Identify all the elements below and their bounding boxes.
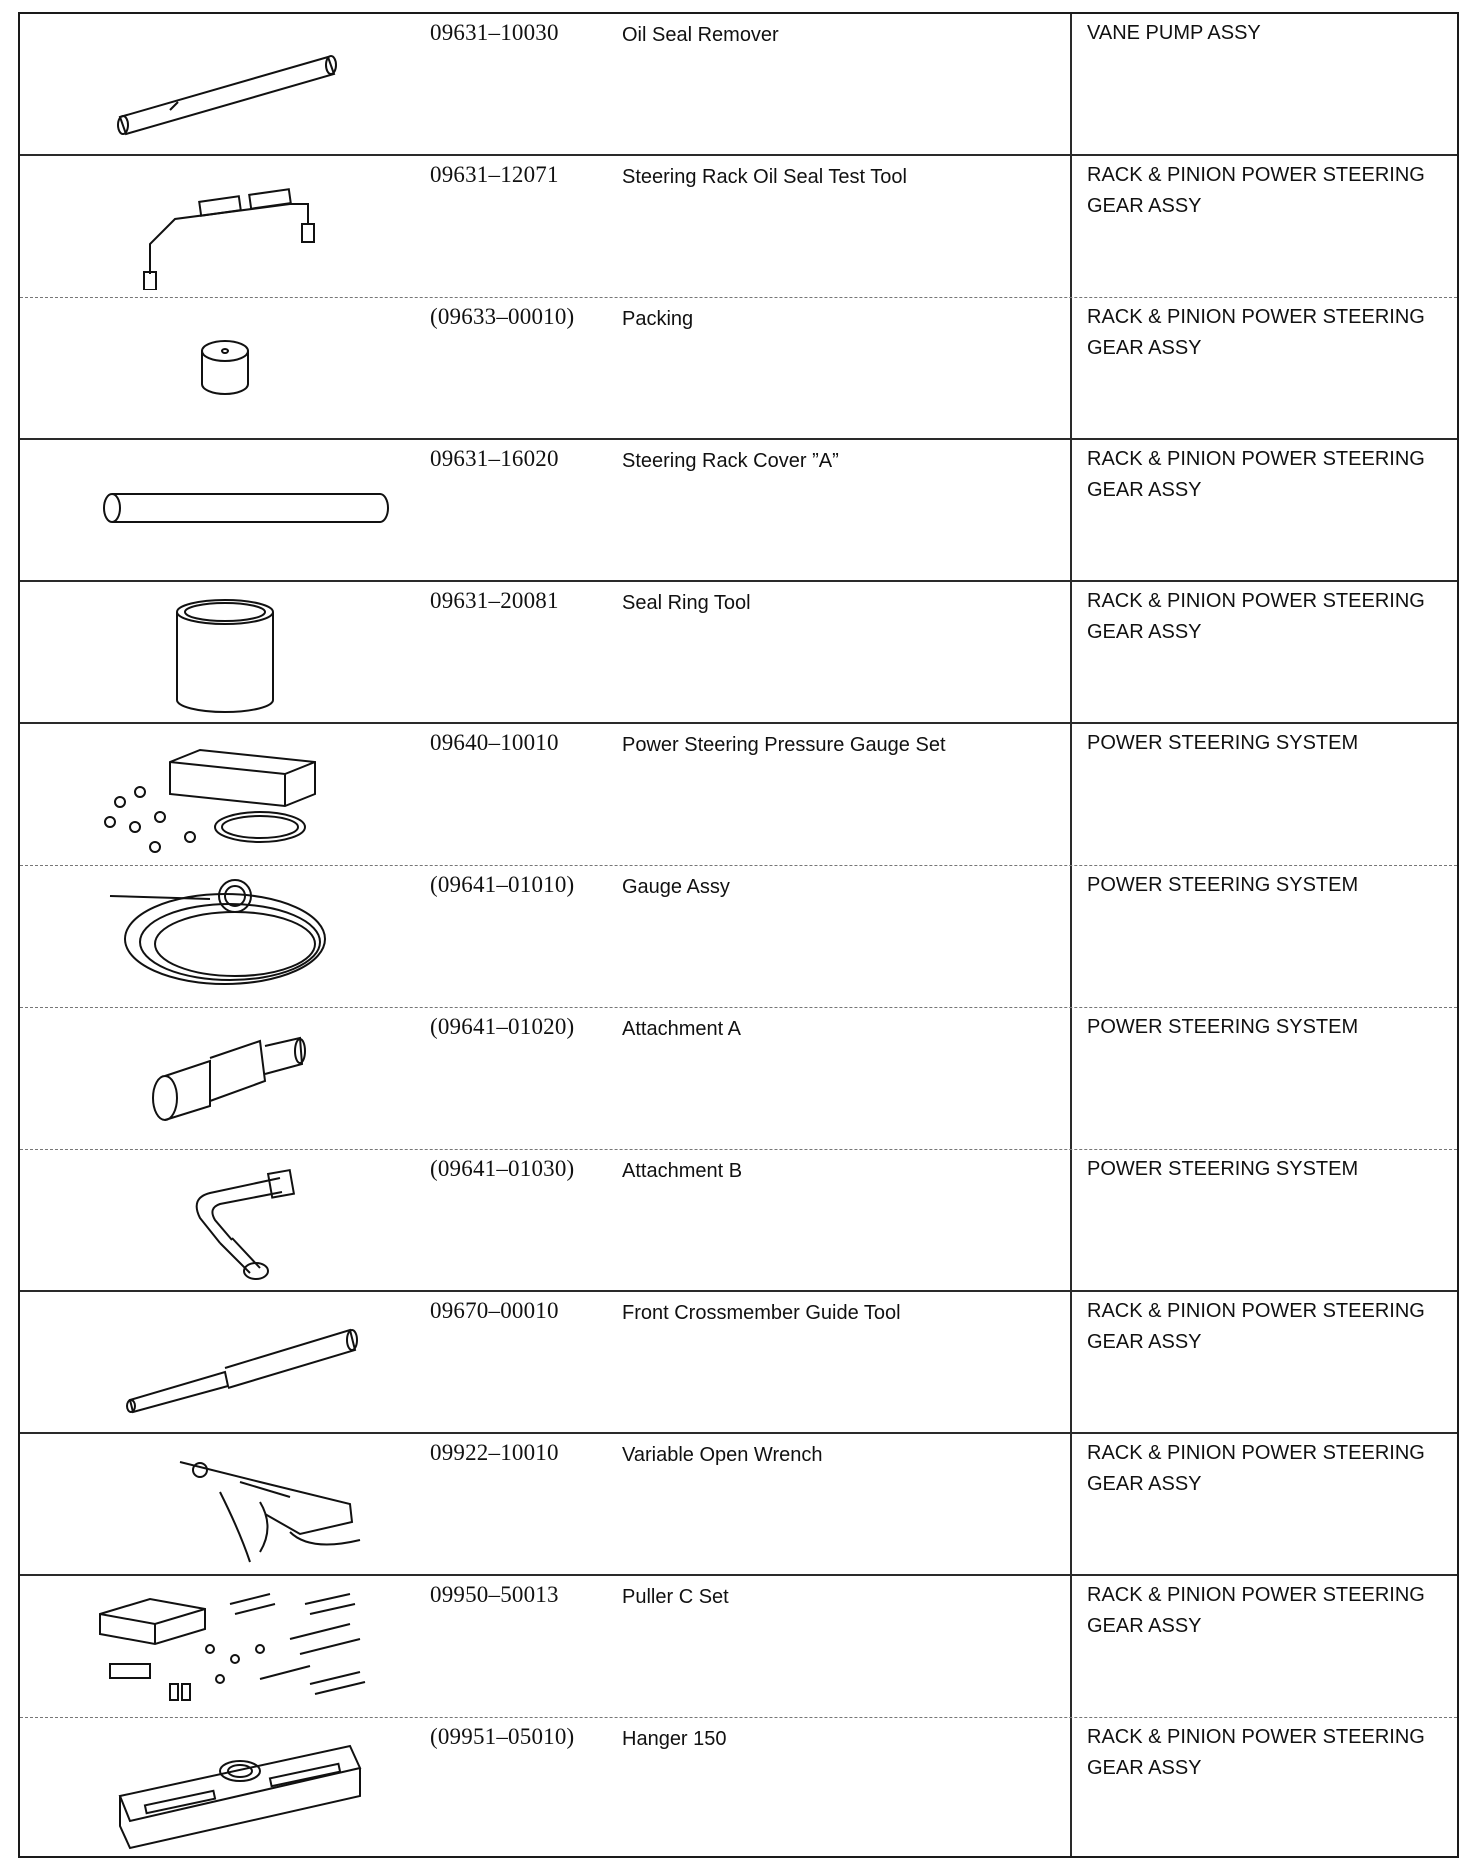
tool-name: Hanger 150	[622, 1728, 727, 1750]
hanger-icon	[60, 1726, 390, 1852]
part-number: (09951–05010)	[430, 1724, 575, 1749]
part-number: (09641–01020)	[430, 1014, 575, 1039]
tool-name: Power Steering Pressure Gauge Set	[622, 734, 946, 756]
table-row	[20, 14, 1457, 156]
table-row	[20, 1150, 1457, 1292]
table-row	[20, 1718, 1457, 1860]
part-number: (09641–01010)	[430, 872, 575, 897]
table-row	[20, 1434, 1457, 1576]
tool-name: Front Crossmember Guide Tool	[622, 1302, 901, 1324]
part-number: 09922–10010	[430, 1440, 559, 1465]
part-number: (09641–01030)	[430, 1156, 575, 1181]
usage: RACK & PINION POWER STEERING GEAR ASSY	[1087, 590, 1425, 643]
tool-name: Variable Open Wrench	[622, 1444, 823, 1466]
part-number: 09950–50013	[430, 1582, 559, 1607]
part-number: 09631–20081	[430, 588, 559, 613]
usage: RACK & PINION POWER STEERING GEAR ASSY	[1087, 164, 1425, 217]
part-number: 09631–16020	[430, 446, 559, 471]
seal-ring-tool-icon	[60, 590, 390, 716]
guide-tool-icon	[60, 1300, 390, 1426]
usage: POWER STEERING SYSTEM	[1087, 1158, 1359, 1180]
tool-name: Attachment A	[622, 1018, 741, 1040]
tool-name: Seal Ring Tool	[622, 592, 751, 614]
usage: RACK & PINION POWER STEERING GEAR ASSY	[1087, 1442, 1425, 1495]
gauge-assy-icon	[60, 874, 390, 1000]
attachment-b-icon	[60, 1158, 390, 1284]
table-row	[20, 1576, 1457, 1718]
tool-name: Gauge Assy	[622, 876, 730, 898]
table-row	[20, 440, 1457, 582]
packing-icon	[60, 306, 390, 432]
test-tool-icon	[60, 164, 390, 290]
usage: VANE PUMP ASSY	[1087, 22, 1261, 44]
table-row	[20, 298, 1457, 440]
usage: POWER STEERING SYSTEM	[1087, 874, 1359, 896]
part-number: 09670–00010	[430, 1298, 559, 1323]
special-service-tools-table	[18, 12, 1459, 1858]
gauge-set-icon	[60, 732, 390, 858]
part-number: 09640–10010	[430, 730, 559, 755]
usage: RACK & PINION POWER STEERING GEAR ASSY	[1087, 448, 1425, 501]
tool-name: Steering Rack Cover ”A”	[622, 450, 839, 472]
usage: RACK & PINION POWER STEERING GEAR ASSY	[1087, 1726, 1425, 1779]
tool-name: Packing	[622, 308, 694, 330]
part-number: 09631–10030	[430, 20, 559, 45]
usage: RACK & PINION POWER STEERING GEAR ASSY	[1087, 306, 1425, 359]
usage: POWER STEERING SYSTEM	[1087, 732, 1359, 754]
tool-name: Oil Seal Remover	[622, 24, 779, 46]
usage: RACK & PINION POWER STEERING GEAR ASSY	[1087, 1584, 1425, 1637]
table-row	[20, 724, 1457, 866]
table-row	[20, 866, 1457, 1008]
attachment-a-icon	[60, 1016, 390, 1142]
puller-set-icon	[60, 1584, 390, 1710]
rack-cover-icon	[60, 448, 390, 574]
tool-name: Steering Rack Oil Seal Test Tool	[622, 166, 907, 188]
tool-name: Attachment B	[622, 1160, 743, 1182]
table-row	[20, 156, 1457, 298]
usage: POWER STEERING SYSTEM	[1087, 1016, 1359, 1038]
table-row	[20, 1292, 1457, 1434]
open-wrench-icon	[60, 1442, 390, 1568]
oil-seal-remover-icon	[60, 22, 390, 148]
part-number: 09631–12071	[430, 162, 559, 187]
usage: RACK & PINION POWER STEERING GEAR ASSY	[1087, 1300, 1425, 1353]
table-row	[20, 582, 1457, 724]
tool-name: Puller C Set	[622, 1586, 729, 1608]
part-number: (09633–00010)	[430, 304, 575, 329]
table-row	[20, 1008, 1457, 1150]
